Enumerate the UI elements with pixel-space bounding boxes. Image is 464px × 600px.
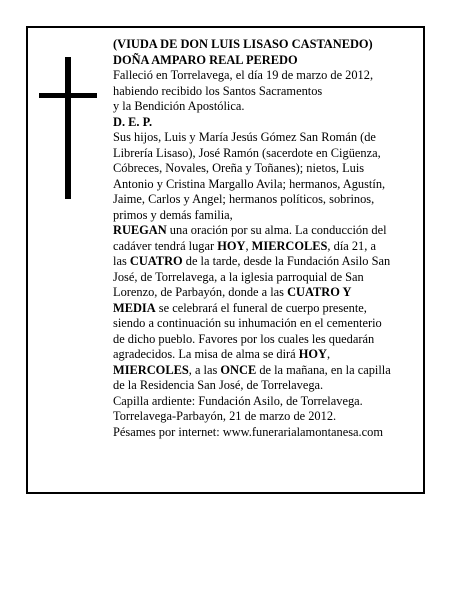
bold-text: MIERCOLES	[113, 362, 189, 377]
bold-text: ONCE	[220, 362, 257, 377]
text: una oración por su alma. La conducción del	[166, 223, 387, 237]
notice-line	[113, 347, 419, 363]
text: habiendo recibido los Santos Sacramentos	[113, 83, 323, 98]
notice-line	[113, 285, 419, 301]
text: ,	[327, 347, 331, 361]
text: Librería Lisaso), José Ramón (sacerdote en Cigüenza,	[113, 145, 381, 160]
text: agradecidos. La misa de alma se dirá	[113, 347, 299, 361]
notice-line	[113, 363, 419, 379]
text: de la Residencia San José, de Torrelavega.	[113, 378, 324, 392]
notice-line	[113, 378, 419, 394]
obituary-notice	[26, 26, 425, 494]
notice-line	[113, 254, 419, 270]
bold-text: MIERCOLES	[251, 238, 328, 253]
text: Jaime, Carlos y Angel; hermanos políticos, sobrinos,	[113, 192, 375, 206]
cross-vertical-bar	[65, 57, 71, 199]
bold-text: MEDIA	[113, 300, 156, 315]
bold-text: D. E. P.	[113, 114, 153, 129]
text: , día 21, a	[327, 238, 376, 253]
notice-line	[113, 239, 419, 255]
notice-line	[113, 177, 419, 193]
bold-text: RUEGAN	[113, 223, 167, 237]
notice-line	[113, 99, 419, 115]
text: de la mañana, en la capilla	[256, 362, 391, 377]
text: Torrelavega-Parbayón, 21 de marzo de 2012.	[113, 409, 337, 423]
text: Antonio y Cristina Margallo Avila; hermanos, Agustín,	[113, 176, 386, 191]
cross-icon	[39, 57, 97, 199]
notice-line	[113, 161, 419, 177]
text: Cóbreces, Novales, Oreña y Toñanes); nietos, Luis	[113, 161, 365, 175]
notice-line	[113, 394, 419, 410]
notice-text	[113, 37, 419, 440]
bold-text: HOY	[217, 238, 246, 253]
text: Pésames por internet: www.funerarialamontanesa.com	[113, 424, 383, 439]
notice-line	[113, 270, 419, 286]
bold-text: (VIUDA DE DON LUIS LISASO CASTANEDO)	[113, 37, 373, 51]
notice-line	[113, 301, 419, 317]
notice-line	[113, 316, 419, 332]
bold-text: CUATRO	[129, 254, 183, 268]
text: cadáver tendrá lugar	[113, 238, 218, 253]
text: José, de Torrelavega, a la iglesia parroquial de San	[113, 269, 364, 284]
text: , a las	[188, 362, 221, 377]
text: de la tarde, desde la Fundación Asilo San	[182, 254, 391, 268]
notice-line	[113, 37, 419, 53]
notice-line	[113, 332, 419, 348]
text: y la Bendición Apostólica.	[113, 99, 245, 113]
notice-line	[113, 146, 419, 162]
text: Capilla ardiente: Fundación Asilo, de Torrelavega.	[113, 393, 363, 408]
notice-line	[113, 68, 419, 84]
text: ,	[245, 238, 252, 253]
notice-line	[113, 53, 419, 69]
bold-text: HOY	[298, 347, 328, 361]
text: primos y demás familia,	[113, 207, 233, 222]
notice-line	[113, 84, 419, 100]
notice-line	[113, 115, 419, 131]
bold-text: CUATRO Y	[287, 285, 352, 299]
text: siendo a continuación su inhumación en el cementerio	[113, 316, 382, 330]
notice-line	[113, 409, 419, 425]
bold-text: DOÑA AMPARO REAL PEREDO	[113, 52, 298, 67]
text: se celebrará el funeral de cuerpo presente,	[155, 300, 367, 315]
cross-horizontal-bar	[39, 93, 97, 98]
text: Falleció en Torrelavega, el día 19 de marzo de 2012,	[113, 68, 374, 82]
notice-line	[113, 130, 419, 146]
notice-line	[113, 192, 419, 208]
notice-line	[113, 223, 419, 239]
text: Lorenzo, de Parbayón, donde a las	[113, 285, 288, 299]
notice-line	[113, 208, 419, 224]
text: de dicho pueblo. Favores por los cuales les quedarán	[113, 331, 375, 346]
notice-line	[113, 425, 419, 441]
text: las	[113, 254, 130, 268]
text: Sus hijos, Luis y María Jesús Gómez San Román (de	[113, 130, 376, 144]
